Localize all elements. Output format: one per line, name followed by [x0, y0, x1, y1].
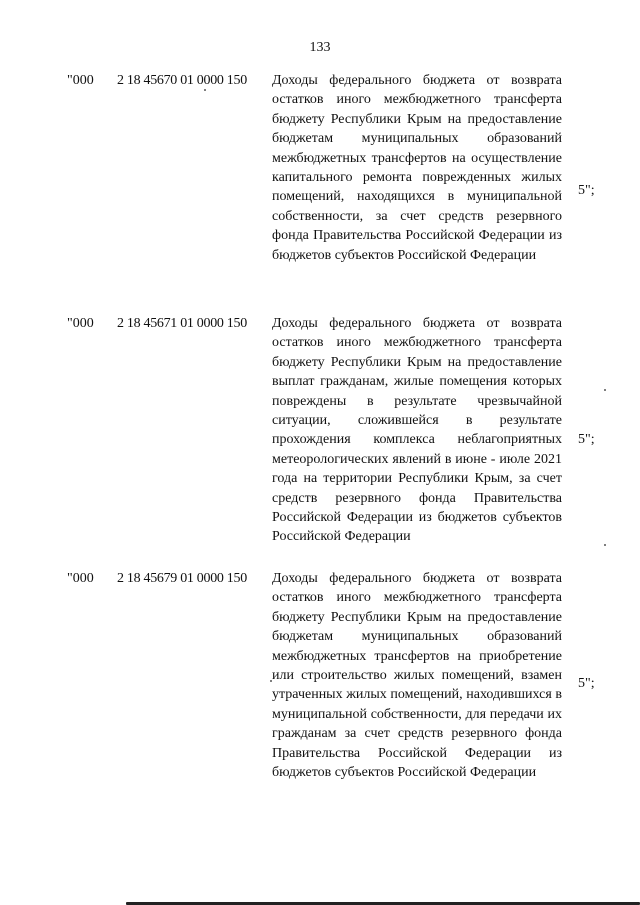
budget-code: 2 18 45671 01 0000 150: [117, 316, 247, 331]
norm-value: 5";: [578, 183, 595, 198]
scan-mark: [604, 544, 606, 546]
budget-code: 2 18 45670 01 0000 150: [117, 73, 247, 88]
row-description: Доходы федерального бюджета от возврата остатков иного межбюджетного трансферта бюджету Республики Крым на предоставление бюджетам муниципальных образований межбюджетных трансфертов на осуществление капитального ремонта поврежденных жилых помещений, находящихся в муниципальной собственности, за счет средств резервного фонда Правительства Российской Федерации из бюджетов субъектов Российской Федерации: [272, 73, 562, 263]
scan-mark: [604, 389, 606, 391]
code-prefix: "000: [67, 316, 94, 331]
row-description: Доходы федерального бюджета от возврата остатков иного межбюджетного трансферта бюджету Республики Крым на предоставление выплат гражданам, жилые помещения которых повреждены в результате чрезвычайной ситуации, сложившейся в результате прохождения комплекса неблагоприятных метеорологических явлений в июне - июле 2021 года на территории Республики Крым, за счет средств резервного фонда Правительства Российской Федерации из бюджетов субъектов Российской Федерации: [272, 316, 562, 545]
scan-mark: [270, 680, 272, 682]
code-prefix: "000: [67, 571, 94, 586]
norm-value: 5";: [578, 432, 595, 447]
norm-value: 5";: [578, 676, 595, 691]
page-number: 133: [309, 40, 331, 55]
row-description: Доходы федерального бюджета от возврата остатков иного межбюджетного трансферта бюджету Республики Крым на предоставление бюджетам муниципальных образований межбюджетных трансфертов на приобретение или строительство жилых помещений, взамен утраченных жилых помещений, находившихся в муниципальной собственности, для передачи их гражданам за счет средств резервного фонда Правительства Российской Федерации из бюджетов субъектов Российской Федерации: [272, 571, 562, 781]
scan-mark: [204, 89, 206, 91]
code-prefix: "000: [67, 73, 94, 88]
budget-code: 2 18 45679 01 0000 150: [117, 571, 247, 586]
